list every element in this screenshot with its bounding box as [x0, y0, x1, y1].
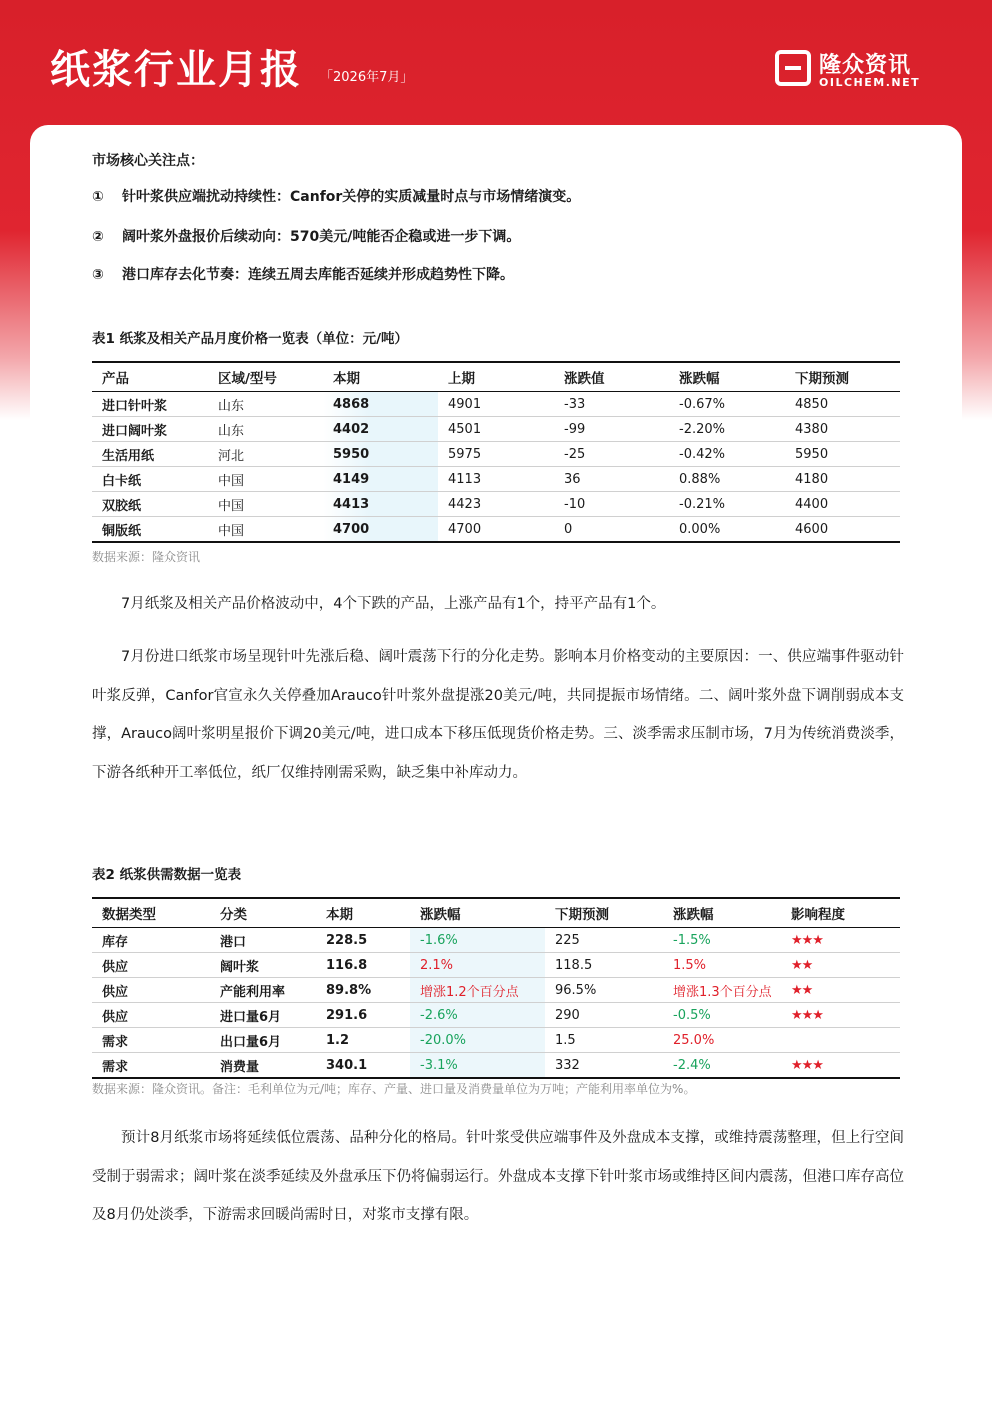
forecast-cell: 5950 — [785, 442, 900, 467]
column-header: 涨跌值 — [554, 362, 669, 392]
column-header: 涨跌幅 — [663, 898, 781, 928]
change-pct-cell: -2.20% — [669, 417, 785, 442]
change-value-cell: 36 — [554, 467, 669, 492]
change-value-cell: 0 — [554, 517, 669, 543]
current-price-cell: 4402 — [323, 417, 438, 442]
table-row — [92, 1028, 900, 1053]
region-cell: 中国 — [208, 517, 323, 543]
region-cell: 山东 — [208, 417, 323, 442]
previous-price-cell: 4113 — [438, 467, 554, 492]
focus-item — [92, 264, 514, 284]
previous-price-cell: 4901 — [438, 392, 554, 417]
product-cell: 进口阔叶浆 — [92, 417, 208, 442]
report-date: 「2026年7月」 — [320, 70, 414, 85]
table-row — [92, 928, 900, 953]
category-cell: 产能利用率 — [210, 978, 316, 1003]
previous-price-cell: 4423 — [438, 492, 554, 517]
impact-rating-cell: ★★ — [781, 978, 900, 1003]
region-cell: 中国 — [208, 467, 323, 492]
change-pct-cell: 增涨1.2个百分点 — [410, 978, 545, 1003]
region-cell: 山东 — [208, 392, 323, 417]
data-type-cell: 需求 — [92, 1053, 210, 1079]
data-type-cell: 库存 — [92, 928, 210, 953]
table1-source: 数据来源：隆众资讯 — [92, 550, 201, 564]
table-row — [92, 978, 900, 1003]
column-header: 数据类型 — [92, 898, 210, 928]
table-row — [92, 442, 900, 467]
focus-item — [92, 226, 520, 246]
previous-price-cell: 4501 — [438, 417, 554, 442]
current-price-cell: 4149 — [323, 467, 438, 492]
product-cell: 白卡纸 — [92, 467, 208, 492]
change-pct-cell: -0.42% — [669, 442, 785, 467]
forecast-cell: 118.5 — [545, 953, 663, 978]
column-header: 下期预测 — [545, 898, 663, 928]
data-type-cell: 供应 — [92, 1003, 210, 1028]
previous-price-cell: 5975 — [438, 442, 554, 467]
impact-rating-cell: ★★★ — [781, 1053, 900, 1079]
table-row — [92, 492, 900, 517]
change-value-cell: -25 — [554, 442, 669, 467]
current-price-cell: 4700 — [323, 517, 438, 543]
forecast-change-cell: -0.5% — [663, 1003, 781, 1028]
data-type-cell: 需求 — [92, 1028, 210, 1053]
logo-text-en: OILCHEM.NET — [819, 76, 921, 89]
forecast-cell: 332 — [545, 1053, 663, 1079]
column-header: 上期 — [438, 362, 554, 392]
impact-rating-cell: ★★ — [781, 953, 900, 978]
forecast-change-cell: 增涨1.3个百分点 — [663, 978, 781, 1003]
table-header-row — [92, 898, 900, 928]
forecast-change-cell: -1.5% — [663, 928, 781, 953]
change-pct-cell: -20.0% — [410, 1028, 545, 1053]
change-pct-cell: -3.1% — [410, 1053, 545, 1079]
current-value-cell: 340.1 — [316, 1053, 410, 1079]
forecast-cell: 4380 — [785, 417, 900, 442]
table-row — [92, 517, 900, 543]
forecast-cell: 4600 — [785, 517, 900, 543]
focus-item-number: ② — [92, 229, 104, 245]
analysis-paragraph: 7月份进口纸浆市场呈现针叶先涨后稳、阔叶震荡下行的分化走势。影响本月价格变动的主要原因：一、供应端事件驱动针叶浆反弹，Canfor官宣永久关停叠加Arauco针叶浆外盘提涨20美元/吨，共同提振市场情绪。二、阔叶浆外盘下调削弱成本支撑，Arauco阔叶浆明星报价下调20美元/吨，进口成本下移压低现货价格走势。三、淡季需求压制市场，7月为传统消费淡季，下游各纸种开工率低位，纸厂仅维持刚需采购，缺乏集中补库动力。 — [92, 649, 904, 781]
forecast-cell: 96.5% — [545, 978, 663, 1003]
column-header: 本期 — [316, 898, 410, 928]
current-value-cell: 228.5 — [316, 928, 410, 953]
forecast-change-cell: -2.4% — [663, 1053, 781, 1079]
change-pct-cell: 2.1% — [410, 953, 545, 978]
column-header: 产品 — [92, 362, 208, 392]
focus-item-text: 港口库存去化节奏：连续五周去库能否延续并形成趋势性下降。 — [122, 267, 514, 283]
region-cell: 河北 — [208, 442, 323, 467]
change-value-cell: -10 — [554, 492, 669, 517]
table-row — [92, 392, 900, 417]
current-value-cell: 291.6 — [316, 1003, 410, 1028]
focus-item-number: ① — [92, 189, 104, 205]
change-pct-cell: -1.6% — [410, 928, 545, 953]
column-header: 影响程度 — [781, 898, 900, 928]
change-pct-cell: 0.00% — [669, 517, 785, 543]
table1-caption: 表1 纸浆及相关产品月度价格一览表（单位：元/吨） — [92, 331, 409, 347]
logo-mark-icon — [775, 50, 811, 86]
focus-title: 市场核心关注点： — [92, 153, 204, 169]
product-cell: 双胶纸 — [92, 492, 208, 517]
data-type-cell: 供应 — [92, 953, 210, 978]
change-value-cell: -33 — [554, 392, 669, 417]
price-table — [92, 361, 900, 543]
table2-source: 数据来源：隆众资讯。备注：毛利单位为元/吨；库存、产量、进口量及消费量单位为万吨；产能利用率单位为%。 — [92, 1082, 696, 1096]
outlook-paragraph: 预计8月纸浆市场将延续低位震荡、品种分化的格局。针叶浆受供应端事件及外盘成本支撑，或维持震荡整理，但上行空间受制于弱需求；阔叶浆在淡季延续及外盘承压下仍将偏弱运行。外盘成本支撑下针叶浆市场或维持区间内震荡，但港口库存高位及8月仍处淡季，下游需求回暖尚需时日，对浆市支撑有限。 — [92, 1130, 904, 1223]
forecast-cell: 4850 — [785, 392, 900, 417]
table-row — [92, 1053, 900, 1079]
column-header: 涨跌幅 — [669, 362, 785, 392]
impact-rating-cell: ★★★ — [781, 1003, 900, 1028]
oilchem-logo[interactable] — [775, 48, 945, 92]
column-header: 分类 — [210, 898, 316, 928]
category-cell: 消费量 — [210, 1053, 316, 1079]
supply-demand-table — [92, 897, 900, 1079]
forecast-cell: 290 — [545, 1003, 663, 1028]
logo-text-cn: 隆众资讯 — [819, 53, 912, 78]
forecast-change-cell: 1.5% — [663, 953, 781, 978]
forecast-change-cell: 25.0% — [663, 1028, 781, 1053]
table2-caption: 表2 纸浆供需数据一览表 — [92, 867, 242, 883]
current-price-cell: 5950 — [323, 442, 438, 467]
focus-item-text: 阔叶浆外盘报价后续动向：570美元/吨能否企稳或进一步下调。 — [122, 229, 521, 245]
table-row — [92, 467, 900, 492]
forecast-cell: 225 — [545, 928, 663, 953]
focus-item — [92, 186, 580, 206]
change-pct-cell: -2.6% — [410, 1003, 545, 1028]
current-price-cell: 4868 — [323, 392, 438, 417]
table-header-row — [92, 362, 900, 392]
column-header: 区域/型号 — [208, 362, 323, 392]
summary-paragraph: 7月纸浆及相关产品价格波动中，4个下跌的产品，上涨产品有1个，持平产品有1个。 — [121, 596, 666, 612]
column-header: 涨跌幅 — [410, 898, 545, 928]
current-value-cell: 89.8% — [316, 978, 410, 1003]
column-header: 下期预测 — [785, 362, 900, 392]
forecast-cell: 1.5 — [545, 1028, 663, 1053]
data-type-cell: 供应 — [92, 978, 210, 1003]
region-cell: 中国 — [208, 492, 323, 517]
table-row — [92, 1003, 900, 1028]
change-pct-cell: -0.67% — [669, 392, 785, 417]
table-row — [92, 417, 900, 442]
category-cell: 港口 — [210, 928, 316, 953]
category-cell: 出口量6月 — [210, 1028, 316, 1053]
change-pct-cell: -0.21% — [669, 492, 785, 517]
table-row — [92, 953, 900, 978]
focus-item-text: 针叶浆供应端扰动持续性：Canfor关停的实质减量时点与市场情绪演变。 — [122, 189, 581, 205]
column-header: 本期 — [323, 362, 438, 392]
product-cell: 生活用纸 — [92, 442, 208, 467]
focus-item-number: ③ — [92, 267, 104, 283]
current-value-cell: 1.2 — [316, 1028, 410, 1053]
current-value-cell: 116.8 — [316, 953, 410, 978]
forecast-cell: 4180 — [785, 467, 900, 492]
forecast-cell: 4400 — [785, 492, 900, 517]
change-pct-cell: 0.88% — [669, 467, 785, 492]
product-cell: 铜版纸 — [92, 517, 208, 543]
previous-price-cell: 4700 — [438, 517, 554, 543]
impact-rating-cell — [781, 1028, 900, 1053]
report-title: 纸浆行业月报 — [50, 47, 302, 93]
product-cell: 进口针叶浆 — [92, 392, 208, 417]
impact-rating-cell: ★★★ — [781, 928, 900, 953]
category-cell: 阔叶浆 — [210, 953, 316, 978]
category-cell: 进口量6月 — [210, 1003, 316, 1028]
current-price-cell: 4413 — [323, 492, 438, 517]
change-value-cell: -99 — [554, 417, 669, 442]
